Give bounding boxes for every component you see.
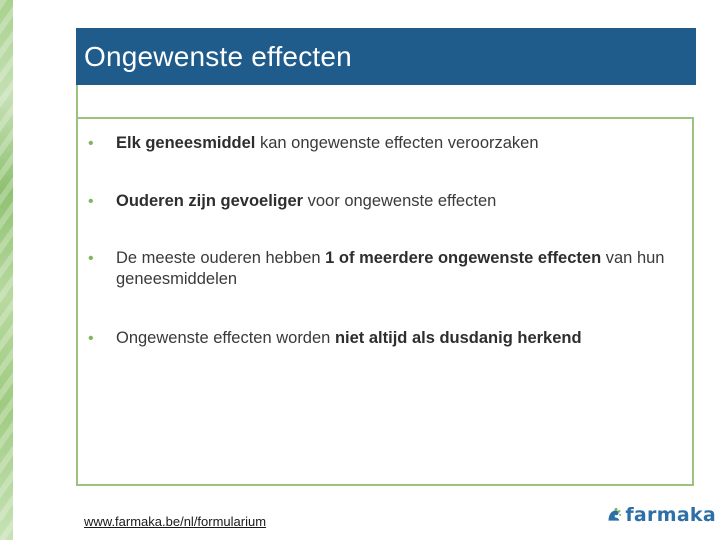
- farmaka-logo: [606, 500, 716, 530]
- decorative-side-strip: [0, 0, 13, 540]
- farmaka-logo-icon: [606, 502, 622, 528]
- title-bar: [76, 28, 696, 85]
- bullet-icon: •: [88, 135, 94, 152]
- bullet-text: voor ongewenste effecten: [303, 192, 497, 210]
- bullet-icon: •: [88, 193, 94, 210]
- bullet-text: Ongewenste effecten worden: [116, 329, 335, 347]
- bullet-text-bold: niet altijd als dusdanig herkend: [334, 329, 582, 347]
- bullet-text-bold: Ouderen zijn gevoeliger: [116, 192, 304, 210]
- bullet-icon: •: [88, 330, 94, 347]
- bullet-text-bold: Elk geneesmiddel: [116, 134, 256, 152]
- content-box: [76, 117, 694, 486]
- logo-text: farmaka: [625, 504, 716, 526]
- bullet-text: De meeste ouderen hebben: [116, 249, 326, 267]
- bullet-item: [88, 328, 676, 349]
- bullet-icon: •: [88, 250, 94, 267]
- slide-title: Ongewenste effecten: [84, 40, 352, 72]
- decorative-divider: [76, 85, 86, 119]
- bullet-text: kan ongewenste effecten veroorzaken: [255, 134, 539, 152]
- bullet-item: [88, 133, 676, 154]
- bullet-item: [88, 248, 676, 290]
- bullet-item: [88, 191, 676, 212]
- footer-link[interactable]: www.farmaka.be/nl/formularium: [84, 514, 267, 529]
- bullet-text: van hun geneesmiddelen: [116, 249, 665, 288]
- bullet-text-bold: 1 of meerdere ongewenste effecten: [325, 249, 602, 267]
